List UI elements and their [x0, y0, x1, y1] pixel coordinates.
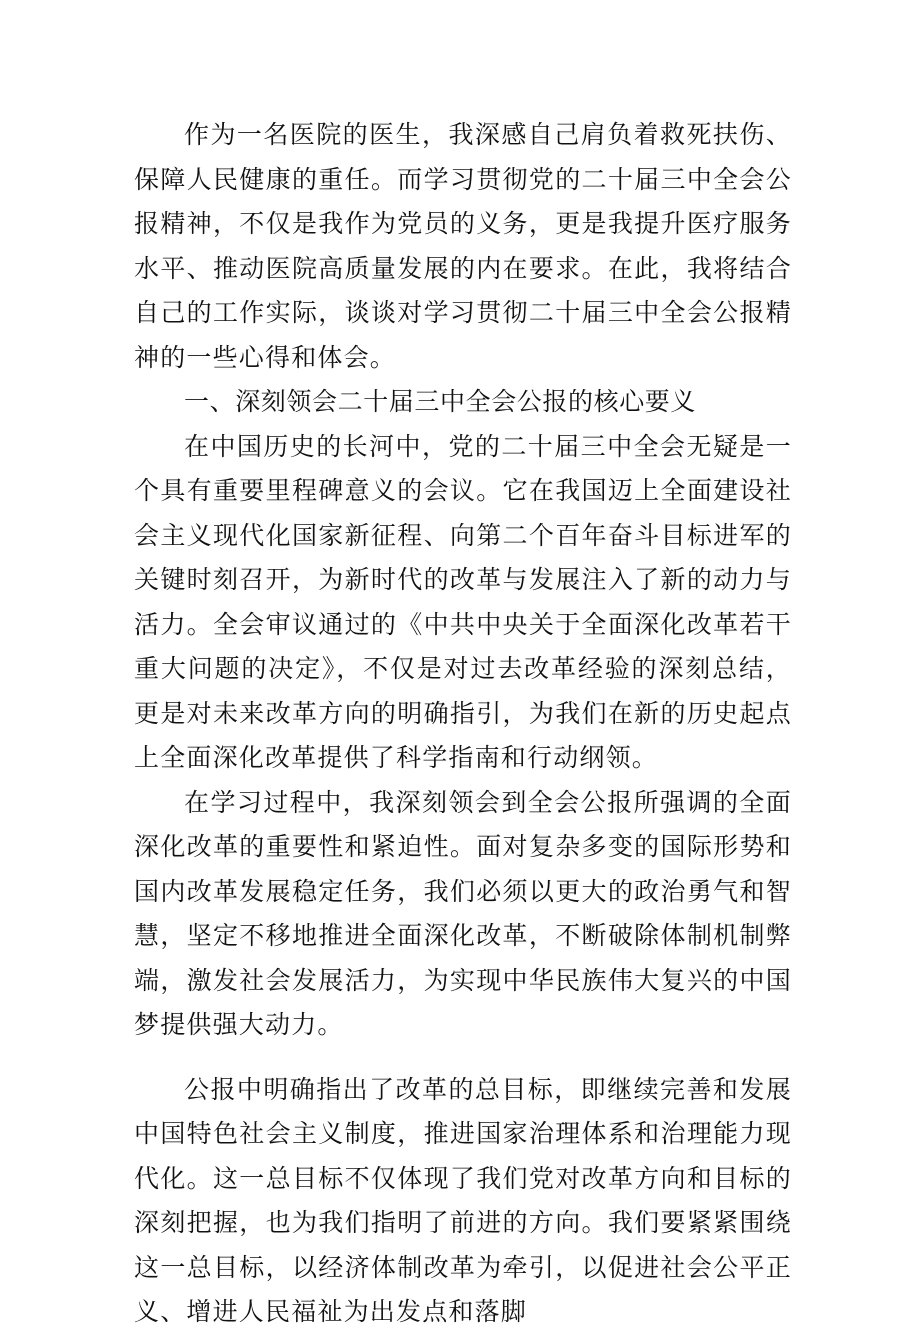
- document-body: [134, 113, 792, 1335]
- section-heading-1: 一、深刻领会二十届三中全会公报的核心要义: [184, 387, 697, 416]
- body-paragraph-2: 在学习过程中，我深刻领会到全会公报所强调的全面深化改革的重要性和紧迫性。面对复杂多变的国际形势和国内改革发展稳定任务，我们必须以更大的政治勇气和智慧，坚定不移地推进全面深化改革，不断破除体制机制弊端，激发社会发展活力，为实现中华民族伟大复兴的中国梦提供强大动力。: [134, 787, 792, 1039]
- body-paragraph-1: 在中国历史的长河中，党的二十届三中全会无疑是一个具有重要里程碑意义的会议。它在我国迈上全面建设社会主义现代化国家新征程、向第二个百年奋斗目标进军的关键时刻召开，为新时代的改革与发展注入了新的动力与活力。全会审议通过的《中共中央关于全面深化改革若干重大问题的决定》，不仅是对过去改革经验的深刻总结，更是对未来改革方向的明确指引，为我们在新的历史起点上全面深化改革提供了科学指南和行动纲领。: [134, 431, 792, 772]
- body-paragraph-3: 公报中明确指出了改革的总目标，即继续完善和发展中国特色社会主义制度，推进国家治理体系和治理能力现代化。这一总目标不仅体现了我们党对改革方向和目标的深刻把握，也为我们指明了前进的方向。我们要紧紧围绕这一总目标，以经济体制改革为牵引，以促进社会公平正义、增进人民福祉为出发点和落脚: [134, 1074, 792, 1326]
- paragraph-spacer: [134, 1048, 792, 1068]
- intro-paragraph: 作为一名医院的医生，我深感自己肩负着救死扶伤、保障人民健康的重任。而学习贯彻党的二十届三中全会公报精神，不仅是我作为党员的义务，更是我提升医疗服务水平、推动医院高质量发展的内在要求。在此，我将结合自己的工作实际，谈谈对学习贯彻二十届三中全会公报精神的一些心得和体会。: [134, 120, 792, 372]
